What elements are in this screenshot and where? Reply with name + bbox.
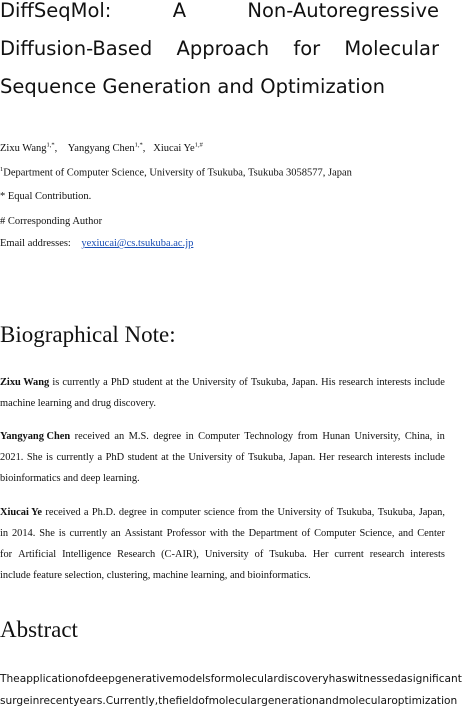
word: of	[198, 695, 209, 707]
word: University	[204, 549, 249, 560]
word: student	[127, 452, 158, 463]
word: generation	[261, 695, 319, 707]
bio-ye-line-2	[0, 523, 445, 544]
corresponding-author-note: # Corresponding Author	[0, 216, 103, 227]
word: molecular	[208, 695, 262, 707]
affiliation-marker: 1	[0, 166, 4, 173]
word: Research	[117, 549, 156, 560]
bio-author-name: Xiucai Ye	[0, 507, 43, 518]
word: of	[235, 452, 245, 463]
author-marker: 1,#	[194, 141, 203, 149]
word: interests	[376, 377, 412, 388]
author-separator: ,	[142, 143, 154, 154]
word: Tsukuba.	[269, 549, 307, 560]
word: is	[52, 377, 60, 388]
word: interests	[410, 549, 445, 560]
word: a	[400, 673, 408, 685]
word: in	[149, 507, 159, 518]
word: for	[0, 549, 13, 560]
word: field	[175, 695, 199, 707]
word: Tsukuba,	[336, 507, 375, 518]
word: computer	[161, 507, 201, 518]
word: She	[39, 528, 55, 539]
bio-author-name: Yangyang Chen	[0, 431, 71, 442]
word: Japan.	[289, 452, 316, 463]
word: at	[161, 452, 169, 463]
word: of	[324, 507, 334, 518]
word: Tsukuba,	[247, 452, 286, 463]
word: Japan.	[291, 377, 318, 388]
word: received	[74, 431, 110, 442]
affiliation	[0, 166, 352, 179]
word: A	[172, 0, 187, 22]
word: Her	[318, 452, 335, 463]
word: degree	[153, 431, 182, 442]
word: in	[185, 431, 194, 442]
word: is	[46, 452, 53, 463]
word: China,	[404, 431, 433, 442]
bio-chen-line-2	[0, 447, 445, 468]
word: the	[172, 452, 185, 463]
word: Professor	[166, 528, 206, 539]
word: in	[0, 528, 9, 539]
word: Currently,	[105, 695, 159, 707]
bio-chen-line-1	[0, 426, 445, 447]
word: Department	[248, 528, 298, 539]
word: PhD	[105, 452, 125, 463]
title-line-2	[0, 30, 439, 68]
word: PhD	[110, 377, 130, 388]
word: optimization	[391, 695, 458, 707]
word: of	[78, 673, 89, 685]
word: M.S.	[128, 431, 149, 442]
word: has	[328, 673, 348, 685]
word: interests	[376, 452, 411, 463]
word: research	[338, 377, 374, 388]
word: significant	[407, 673, 462, 685]
word: current	[334, 549, 364, 560]
word: a	[83, 507, 89, 518]
author-marker: 1,*	[134, 141, 143, 149]
word: 2014.	[11, 528, 36, 539]
bio-ye	[0, 502, 443, 586]
title-line-3: Sequence Generation and Optimization	[0, 75, 385, 98]
bio-wang	[0, 372, 443, 414]
bio-ye-line-4: include feature selection, clustering, machine learning, and bioinformatics.	[0, 570, 311, 581]
word: Non-Autoregressive	[247, 0, 439, 22]
bio-ye-line-3	[0, 544, 445, 565]
word: Approach	[176, 37, 270, 60]
word: discovery	[277, 673, 329, 685]
word: Tsukuba,	[377, 507, 416, 518]
word: the	[158, 695, 176, 707]
word: University	[192, 377, 236, 388]
word: Tsukuba,	[250, 377, 289, 388]
word: Diffusion-Based	[0, 37, 153, 60]
word: deep	[88, 673, 115, 685]
word: recent	[39, 695, 74, 707]
affiliation-text: Department of Computer Science, University of Tsukuba, Tsukuba 3058577, Japan	[3, 167, 352, 179]
paper-title	[0, 0, 443, 106]
word: currently	[56, 452, 94, 463]
author-marker: 1,*	[46, 141, 55, 149]
word: in	[436, 431, 445, 442]
word: Molecular	[344, 37, 439, 60]
word: University	[188, 452, 233, 463]
word: and	[318, 695, 339, 707]
word: currently	[69, 528, 108, 539]
word: with	[209, 528, 229, 539]
word: degree	[118, 507, 147, 518]
word: application	[19, 673, 79, 685]
word: Science,	[359, 528, 395, 539]
word: generative	[114, 673, 173, 685]
word: from	[237, 507, 259, 518]
word: research	[338, 452, 373, 463]
author-name: Yangyang Chen	[67, 143, 135, 154]
word: She	[26, 452, 43, 463]
word: currently	[62, 377, 100, 388]
word: for	[293, 37, 321, 60]
word: received	[45, 507, 81, 518]
author-separator: ,	[54, 143, 68, 154]
word: a	[97, 452, 103, 463]
word: molecular	[338, 695, 392, 707]
word: Computer	[198, 431, 240, 442]
word: witnessed	[347, 673, 401, 685]
word: in	[29, 695, 40, 707]
bio-wang-line-2: machine learning and drug discovery.	[0, 398, 156, 409]
word: University	[277, 507, 322, 518]
word: of	[254, 549, 264, 560]
bio-chen-line-3: bioinformatics and deep learning.	[0, 473, 140, 484]
abstract-line-1	[0, 668, 462, 690]
word: the	[176, 377, 189, 388]
word: University,	[354, 431, 401, 442]
abstract-body	[0, 668, 462, 712]
word: of	[239, 377, 248, 388]
word: Hunan	[322, 431, 351, 442]
word: Artificial	[18, 549, 57, 560]
author-name: Xiucai Ye	[153, 143, 195, 154]
word: at	[165, 377, 174, 388]
word: include	[414, 377, 445, 388]
word: is	[58, 528, 66, 539]
bio-wang-line-1	[0, 372, 445, 393]
word: Ph.D.	[91, 507, 116, 518]
word: Intelligence	[62, 549, 112, 560]
word: science	[203, 507, 235, 518]
word: (C-AIR),	[161, 549, 199, 560]
word: for	[210, 673, 226, 685]
equal-contribution-note: * Equal Contribution.	[0, 191, 92, 202]
abstract-heading: Abstract	[0, 617, 78, 642]
author-name: Zixu Wang	[0, 143, 47, 154]
bio-author-name: Zixu Wang	[0, 377, 50, 388]
word: Assistant	[124, 528, 163, 539]
word: and	[398, 528, 414, 539]
word: an	[114, 431, 125, 442]
word: research	[369, 549, 405, 560]
word: DiffSeqMol:	[0, 0, 112, 22]
word: Japan,	[418, 507, 445, 518]
author-list	[0, 143, 203, 154]
word: The	[0, 673, 20, 685]
word: 2021.	[0, 452, 24, 463]
word: student	[132, 377, 163, 388]
word: years.	[73, 695, 106, 707]
biographical-note-heading: Biographical Note:	[0, 322, 176, 347]
word: Computer	[314, 528, 356, 539]
word: surge	[0, 695, 30, 707]
bio-ye-line-1	[0, 502, 445, 523]
word: Technology	[244, 431, 294, 442]
email-link[interactable]: yexiucai@cs.tsukuba.ac.jp	[81, 238, 194, 249]
email-line	[0, 238, 193, 249]
abstract-line-2	[0, 690, 458, 712]
word: models	[172, 673, 211, 685]
word: molecular	[225, 673, 278, 685]
word: include	[414, 452, 445, 463]
word: a	[103, 377, 108, 388]
word: His	[321, 377, 336, 388]
word: the	[232, 528, 245, 539]
bio-chen	[0, 426, 443, 489]
word: the	[261, 507, 275, 518]
word: Her	[312, 549, 329, 560]
word: of	[301, 528, 311, 539]
email-label: Email addresses:	[0, 238, 71, 249]
word: an	[110, 528, 121, 539]
word: Center	[417, 528, 445, 539]
word: from	[297, 431, 318, 442]
title-line-1	[0, 0, 439, 30]
